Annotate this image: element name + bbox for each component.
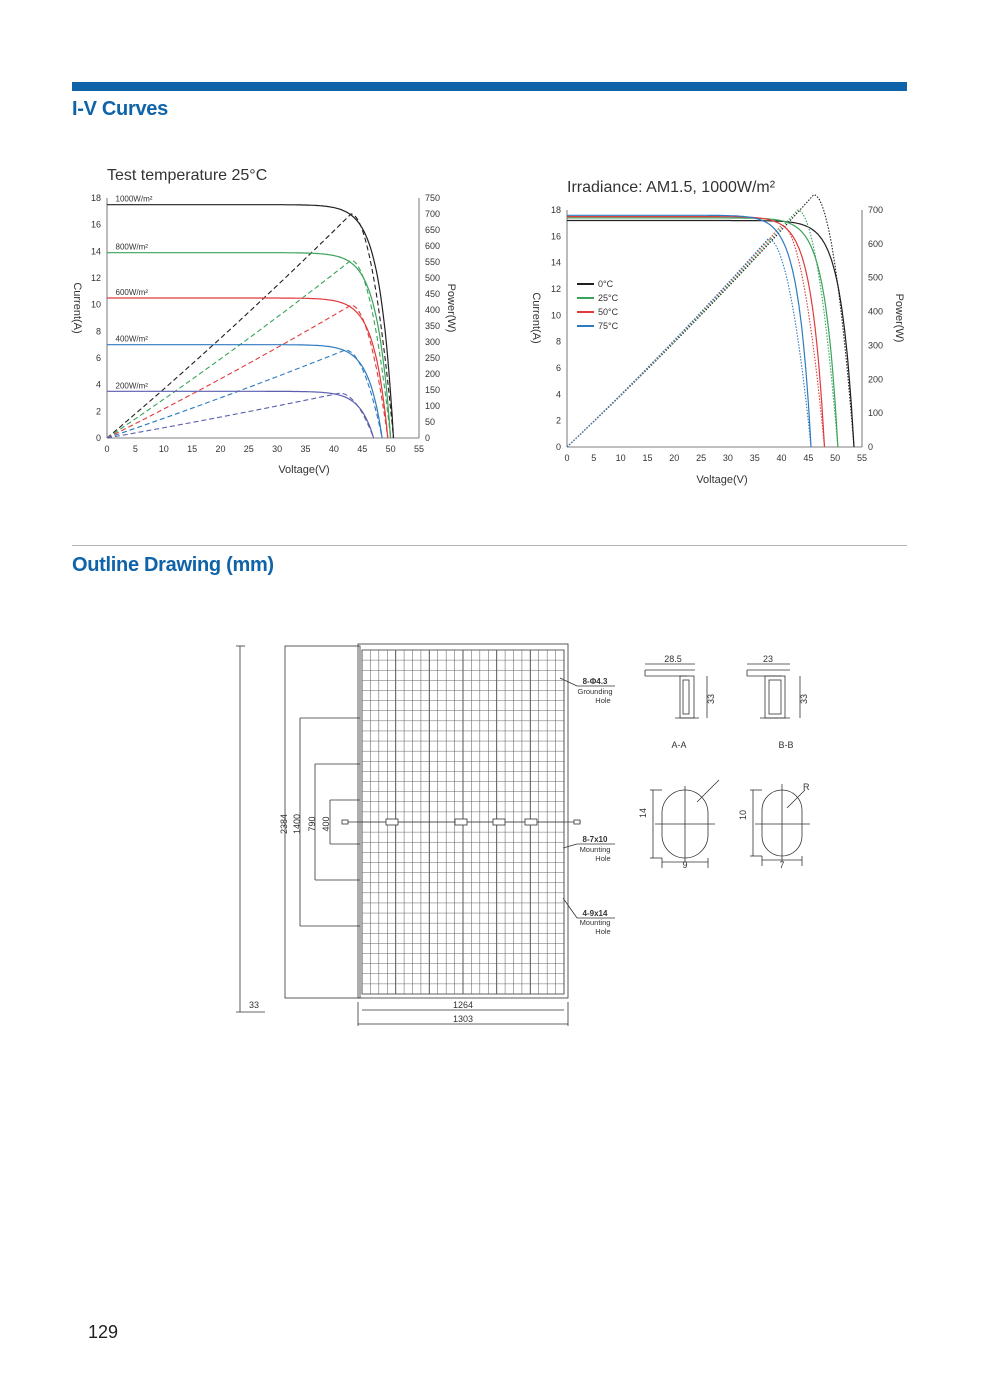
y2-tick-label: 250 xyxy=(425,353,441,363)
chart2-ylabel: Current(A) xyxy=(530,292,542,344)
y2-tick-label: 600 xyxy=(868,238,884,249)
section-aa-width: 28.5 xyxy=(664,654,682,664)
chart1-axes xyxy=(91,193,440,454)
legend-label: 0°C xyxy=(598,279,614,289)
dim-inner-width: 1264 xyxy=(452,1000,474,1010)
x-tick-label: 50 xyxy=(385,444,396,454)
y2-tick-label: 500 xyxy=(425,273,441,283)
power-curve-line xyxy=(107,305,388,438)
section-aa-profile xyxy=(645,664,707,718)
legend-label: 25°C xyxy=(598,293,619,303)
x-tick-label: 0 xyxy=(104,444,110,454)
power-curve-line xyxy=(107,350,382,438)
y2-tick-label: 300 xyxy=(425,337,441,347)
power-curve-line xyxy=(107,214,394,438)
iv-curve-line xyxy=(107,253,391,438)
y-tick-label: 6 xyxy=(95,353,101,363)
y-tick-label: 0 xyxy=(95,433,101,443)
power-curve-line xyxy=(567,239,811,447)
mounting1-label-2: Hole xyxy=(595,854,611,863)
x-tick-label: 35 xyxy=(300,444,311,454)
dim-frame-thickness: 33 xyxy=(249,1000,260,1010)
mounting1-spec: 8-7x10 xyxy=(582,835,608,844)
irradiance-label: 600W/m² xyxy=(115,288,148,297)
x-tick-label: 10 xyxy=(615,453,626,463)
connector xyxy=(574,820,580,824)
grounding-label-1: Grounding xyxy=(577,687,613,696)
iv-curve-line xyxy=(107,298,388,438)
section-divider xyxy=(72,545,907,546)
y2-tick-label: 700 xyxy=(868,205,884,215)
x-tick-label: 25 xyxy=(243,444,254,454)
y2-tick-label: 150 xyxy=(425,385,441,395)
dim-overall-height: 2384 xyxy=(279,813,289,835)
mounting2-label-2: Hole xyxy=(595,927,611,936)
header-accent-bar xyxy=(72,82,907,91)
y-tick-label: 8 xyxy=(95,326,101,337)
x-tick-label: 15 xyxy=(187,444,198,454)
y-tick-label: 16 xyxy=(550,231,561,242)
y2-tick-label: 550 xyxy=(425,257,441,267)
y-tick-label: 18 xyxy=(90,193,101,203)
chart1-title: Test temperature 25°C xyxy=(107,167,268,184)
x-tick-label: 45 xyxy=(357,444,368,454)
junction-box xyxy=(455,819,467,825)
y-tick-label: 16 xyxy=(90,219,101,230)
y-tick-label: 12 xyxy=(90,273,101,283)
y2-tick-label: 100 xyxy=(425,401,441,411)
chart1-y2label: Power(W) xyxy=(445,283,457,333)
iv-curves-title: I-V Curves xyxy=(72,98,168,120)
chart1-xlabel: Voltage(V) xyxy=(278,464,330,476)
section-bb-width: 23 xyxy=(762,654,774,664)
junction-box xyxy=(386,819,398,825)
x-tick-label: 45 xyxy=(803,453,814,463)
junction-box xyxy=(525,819,537,825)
iv-chart-temperature xyxy=(525,170,920,495)
y2-tick-label: 100 xyxy=(868,408,884,419)
iv-curve-line xyxy=(567,215,811,447)
y2-tick-label: 700 xyxy=(425,209,441,219)
power-curve-line xyxy=(107,393,374,438)
x-tick-label: 25 xyxy=(696,453,707,463)
y-tick-label: 4 xyxy=(95,379,101,390)
dim-overall-width: 1303 xyxy=(452,1014,474,1024)
junction-box-row xyxy=(342,819,581,825)
y2-tick-label: 50 xyxy=(425,417,436,427)
legend-label: 75°C xyxy=(598,321,619,331)
section-bb-label: B-B xyxy=(778,740,794,750)
dim-1400: 1400 xyxy=(292,813,302,835)
hole2-width: 7 xyxy=(779,860,785,870)
chart1-ylabel: Current(A) xyxy=(71,282,83,334)
page-number: 129 xyxy=(88,1322,119,1342)
hole2-height: 10 xyxy=(738,809,748,820)
y2-tick-label: 350 xyxy=(425,321,441,331)
irradiance-label: 200W/m² xyxy=(115,381,148,391)
chart2-y2label: Power(W) xyxy=(893,293,905,343)
y2-tick-label: 500 xyxy=(868,272,884,283)
y-tick-label: 2 xyxy=(95,406,101,417)
y-tick-label: 0 xyxy=(555,442,561,452)
irradiance-label: 400W/m² xyxy=(115,334,148,344)
y2-tick-label: 650 xyxy=(425,225,441,235)
x-tick-label: 30 xyxy=(272,444,283,454)
y-tick-label: 8 xyxy=(555,336,561,347)
grounding-leader xyxy=(560,678,577,686)
chart2-xlabel: Voltage(V) xyxy=(696,474,748,486)
y-tick-label: 10 xyxy=(90,299,101,310)
x-tick-label: 20 xyxy=(669,453,680,463)
mounting2-spec: 4-9x14 xyxy=(582,909,608,918)
y-tick-label: 12 xyxy=(550,284,561,294)
power-curve-line xyxy=(567,225,825,447)
iv-curve-line xyxy=(567,217,825,447)
y-tick-label: 14 xyxy=(90,246,101,257)
dim-790: 790 xyxy=(307,816,317,832)
dim-400: 400 xyxy=(321,816,331,832)
y2-tick-label: 300 xyxy=(868,340,884,351)
mounting-hole-9x14 xyxy=(650,780,719,868)
iv-curve-line xyxy=(567,221,854,448)
x-tick-label: 5 xyxy=(591,453,597,463)
chart2-axes xyxy=(551,205,883,463)
x-tick-label: 30 xyxy=(722,453,733,463)
mounting2-label-1: Mounting xyxy=(579,918,611,927)
x-tick-label: 15 xyxy=(642,453,653,463)
y2-tick-label: 400 xyxy=(868,306,884,317)
legend-label: 50°C xyxy=(598,307,619,317)
section-bb-profile xyxy=(747,664,800,718)
hole1-height: 14 xyxy=(638,807,648,818)
y2-tick-label: 400 xyxy=(425,305,441,315)
x-tick-label: 50 xyxy=(830,453,841,463)
y-tick-label: 2 xyxy=(555,415,561,426)
x-tick-label: 5 xyxy=(132,444,138,454)
iv-curve-line xyxy=(107,205,394,438)
mounting1-label-1: Mounting xyxy=(579,845,611,854)
mounting-hole-7x10 xyxy=(750,784,810,866)
y-tick-label: 10 xyxy=(550,310,561,321)
iv-chart-irradiance xyxy=(60,155,480,490)
grounding-spec: 8-Φ4.3 xyxy=(582,677,608,686)
x-tick-label: 40 xyxy=(328,444,339,454)
x-tick-label: 35 xyxy=(749,453,760,463)
hole2-radius: R xyxy=(803,782,810,792)
y2-tick-label: 750 xyxy=(425,193,441,203)
x-tick-label: 20 xyxy=(215,444,226,454)
x-tick-label: 55 xyxy=(413,444,425,454)
chart2-legend xyxy=(577,279,619,331)
section-bb-height: 33 xyxy=(799,693,809,704)
junction-box xyxy=(493,819,505,825)
hole1-width: 9 xyxy=(682,860,688,870)
irradiance-label: 800W/m² xyxy=(115,242,148,252)
chart2-title: Irradiance: AM1.5, 1000W/m² xyxy=(567,179,776,196)
connector xyxy=(342,820,348,824)
y-tick-label: 6 xyxy=(555,363,561,373)
outline-drawing-title: Outline Drawing (mm) xyxy=(72,554,274,576)
section-aa-label: A-A xyxy=(671,740,687,750)
chart1-curves xyxy=(107,205,394,438)
x-tick-label: 0 xyxy=(564,453,570,463)
y2-tick-label: 200 xyxy=(425,369,441,379)
y2-tick-label: 0 xyxy=(868,442,874,452)
x-tick-label: 10 xyxy=(158,444,169,454)
y2-tick-label: 0 xyxy=(425,433,431,443)
section-aa-height: 33 xyxy=(706,693,716,704)
y-tick-label: 4 xyxy=(555,389,561,400)
irradiance-label: 1000W/m² xyxy=(115,194,153,204)
x-tick-label: 40 xyxy=(776,453,787,463)
y2-tick-label: 450 xyxy=(425,289,441,299)
y-tick-label: 18 xyxy=(550,205,561,215)
outline-drawing xyxy=(225,640,825,1040)
y2-tick-label: 600 xyxy=(425,241,441,251)
y2-tick-label: 200 xyxy=(868,374,884,385)
y-tick-label: 14 xyxy=(550,257,561,268)
x-tick-label: 55 xyxy=(856,453,868,463)
chart1-labels xyxy=(116,195,153,391)
grounding-label-2: Hole xyxy=(595,696,611,705)
